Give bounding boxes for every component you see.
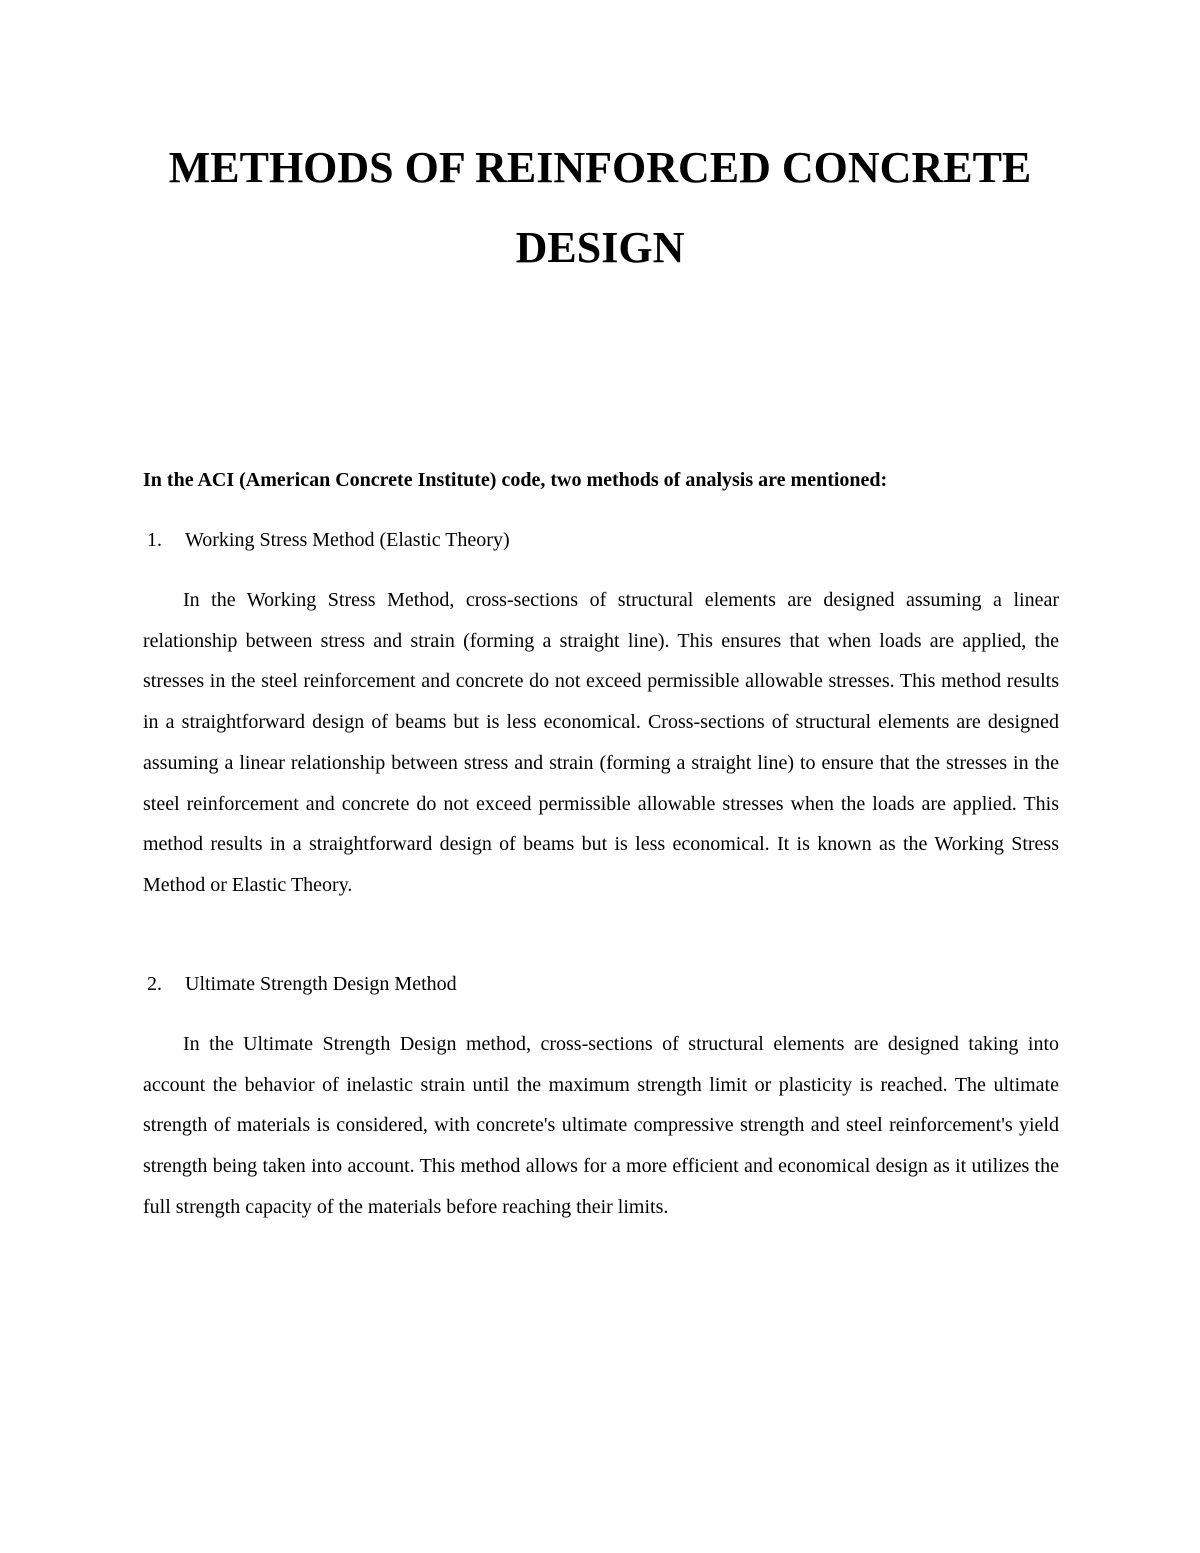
section-2-heading <box>147 970 1047 998</box>
intro-paragraph: In the ACI (American Concrete Institute) code, two methods of analysis are mentioned: <box>143 469 888 491</box>
section-2-title: Ultimate Strength Design Method <box>185 973 457 995</box>
title-line-2: DESIGN <box>515 223 685 272</box>
document-title <box>100 128 1100 288</box>
section-1-number: 1. <box>147 529 162 551</box>
section-2-body: In the Ultimate Strength Design method, cross-sections of structural elements are designed taking into account the behavior of inelastic strain until the maximum strength limit or plasticity is reached. The ultimate strength of materials is considered, with concrete's ultimate compressive strength and steel reinforcement's yield strength being taken into account. This method allows for a more efficient and economical design as it utilizes the full strength capacity of the materials before reaching their limits. <box>143 1033 1059 1218</box>
section-1-heading <box>147 526 1047 554</box>
section-1-body: In the Working Stress Method, cross-sections of structural elements are designed assuming a linear relationship between stress and strain (forming a straight line). This ensures that when loads are applied, the stresses in the steel reinforcement and concrete do not exceed permissible allowable stresses. This method results in a straightforward design of beams but is less economical. Cross-sections of structural elements are designed assuming a linear relationship between stress and strain (forming a straight line) to ensure that the stresses in the steel reinforcement and concrete do not exceed permissible allowable stresses when the loads are applied. This method results in a straightforward design of beams but is less economical. It is known as the Working Stress Method or Elastic Theory. <box>143 589 1059 896</box>
title-line-1: METHODS OF REINFORCED CONCRETE <box>168 143 1032 192</box>
section-1-title: Working Stress Method (Elastic Theory) <box>185 529 510 551</box>
section-2-number: 2. <box>147 973 162 995</box>
